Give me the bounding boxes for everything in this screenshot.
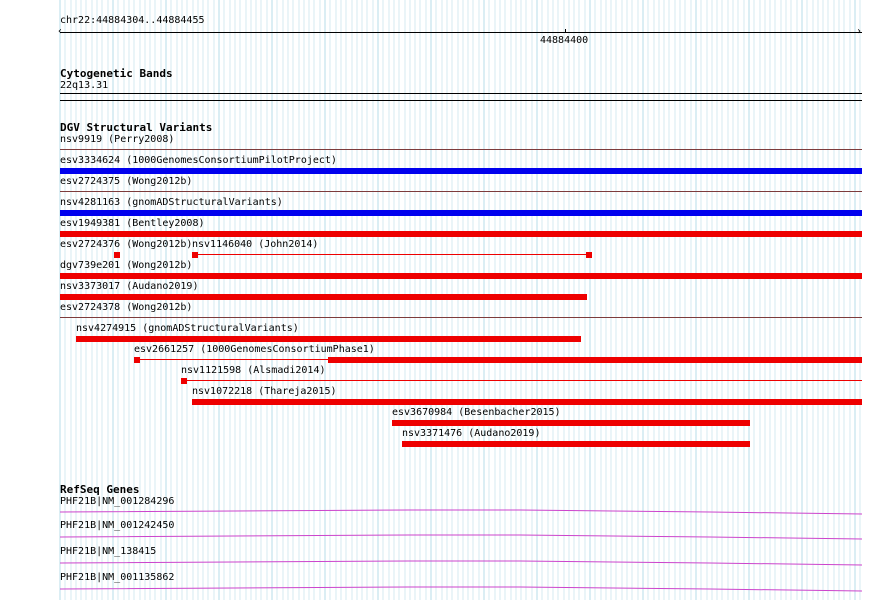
dgv-title: DGV Structural Variants bbox=[60, 121, 213, 134]
variant-label[interactable]: nsv9919 (Perry2008) bbox=[60, 134, 175, 145]
variant-bar[interactable] bbox=[392, 420, 750, 426]
cytoband-top-line bbox=[60, 93, 862, 94]
variant-label[interactable]: esv2724378 (Wong2012b) bbox=[60, 302, 193, 313]
variant-bar[interactable] bbox=[181, 378, 187, 384]
cytoband-title: Cytogenetic Bands bbox=[60, 67, 173, 80]
variant-bar[interactable] bbox=[60, 273, 862, 279]
variant-label[interactable]: esv2661257 (1000GenomesConsortiumPhase1) bbox=[134, 344, 375, 355]
variant-bar-start[interactable] bbox=[134, 357, 140, 363]
variant-label[interactable]: nsv3371476 (Audano2019) bbox=[402, 428, 541, 439]
variant-bar[interactable] bbox=[60, 231, 862, 237]
position-label: chr22:44884304..44884455 bbox=[60, 15, 205, 26]
ruler-tick bbox=[565, 29, 566, 33]
variant-label[interactable]: esv3670984 (Besenbacher2015) bbox=[392, 407, 561, 418]
variant-connector-line[interactable] bbox=[198, 254, 586, 255]
gene-label[interactable]: PHF21B|NM_001242450 bbox=[60, 520, 175, 531]
variant-connector-line[interactable] bbox=[187, 380, 862, 381]
variant-label[interactable]: esv3334624 (1000GenomesConsortiumPilotProject) bbox=[60, 155, 337, 166]
cytoband-bottom-line bbox=[60, 100, 862, 101]
variant-bar[interactable] bbox=[60, 294, 587, 300]
variant-label[interactable]: esv2724376 (Wong2012b) bbox=[60, 239, 193, 250]
refseq-title: RefSeq Genes bbox=[60, 483, 140, 496]
variant-label[interactable]: nsv1146040 (John2014) bbox=[192, 239, 319, 250]
variant-bar[interactable] bbox=[328, 357, 862, 363]
variant-bar[interactable] bbox=[76, 336, 581, 342]
variant-label[interactable]: nsv1072218 (Thareja2015) bbox=[192, 386, 337, 397]
gene-label[interactable]: PHF21B|NM_001284296 bbox=[60, 496, 175, 507]
variant-bar[interactable] bbox=[192, 399, 862, 405]
variant-label[interactable]: nsv1121598 (Alsmadi2014) bbox=[181, 365, 326, 376]
variant-label[interactable]: esv1949381 (Bentley2008) bbox=[60, 218, 205, 229]
variant-label[interactable]: esv2724375 (Wong2012b) bbox=[60, 176, 193, 187]
ruler-line bbox=[60, 32, 862, 33]
ruler-right-arrow-icon: › bbox=[856, 26, 863, 37]
variant-bar[interactable] bbox=[60, 168, 862, 174]
variant-line[interactable] bbox=[60, 317, 862, 318]
ruler-left-arrow-icon: ‹ bbox=[57, 26, 64, 37]
variant-label[interactable]: nsv4274915 (gnomADStructuralVariants) bbox=[76, 323, 299, 334]
variant-label[interactable]: nsv4281163 (gnomADStructuralVariants) bbox=[60, 197, 283, 208]
cytoband-label: 22q13.31 bbox=[60, 80, 109, 91]
variant-label[interactable]: dgv739e201 (Wong2012b) bbox=[60, 260, 193, 271]
variant-bar[interactable] bbox=[114, 252, 120, 258]
variant-connector-line[interactable] bbox=[140, 359, 328, 360]
variant-bar-start[interactable] bbox=[192, 252, 198, 258]
gene-label[interactable]: PHF21B|NM_001135862 bbox=[60, 572, 175, 583]
variant-line[interactable] bbox=[60, 191, 862, 192]
variant-line[interactable] bbox=[60, 149, 862, 150]
variant-bar[interactable] bbox=[60, 210, 862, 216]
variant-bar[interactable] bbox=[402, 441, 750, 447]
variant-label[interactable]: nsv3373017 (Audano2019) bbox=[60, 281, 199, 292]
gene-label[interactable]: PHF21B|NM_138415 bbox=[60, 546, 157, 557]
ruler-tick-label: 44884400 bbox=[540, 35, 589, 46]
variant-bar-end[interactable] bbox=[586, 252, 592, 258]
